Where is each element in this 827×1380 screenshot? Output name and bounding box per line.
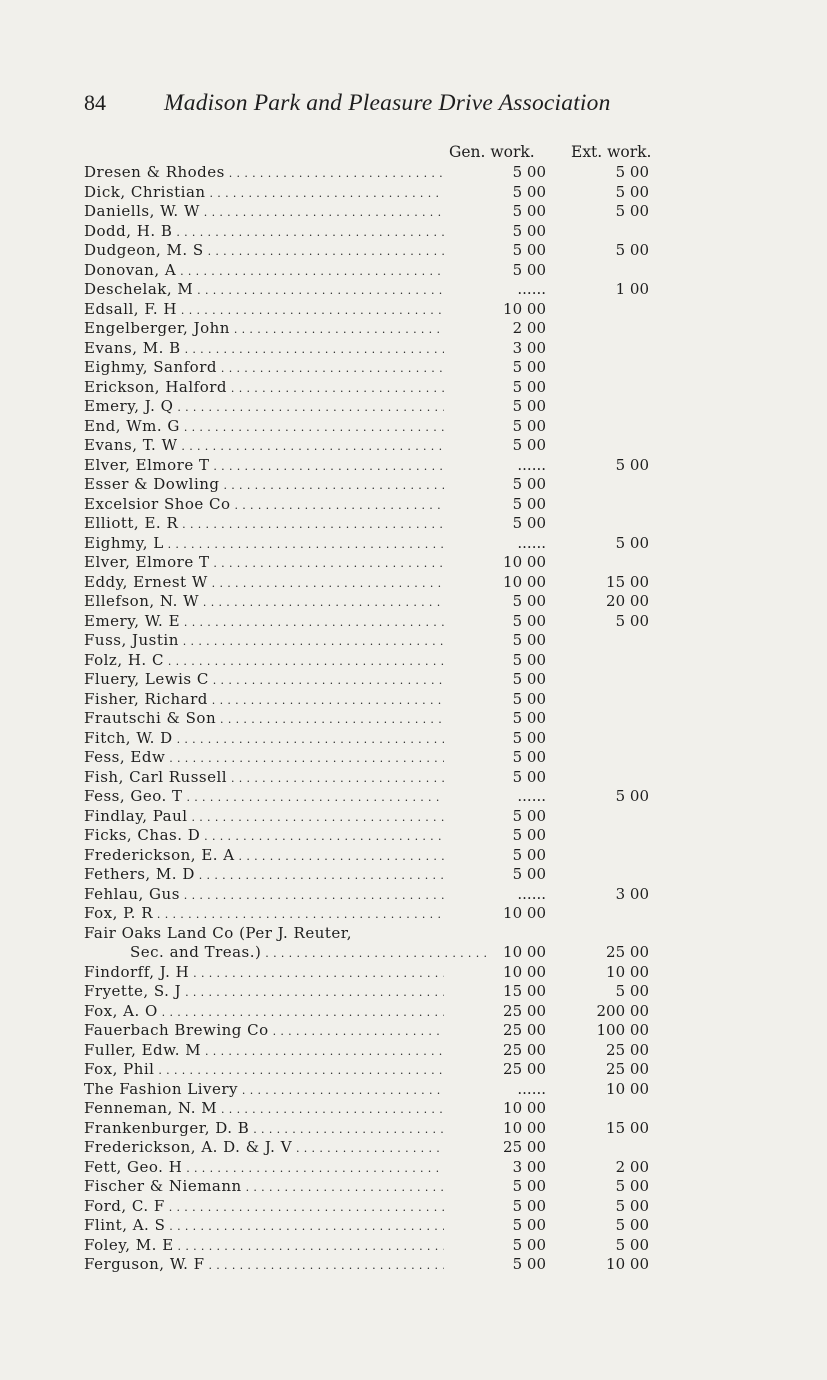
ext-work-amount: 5 00: [615, 982, 649, 1000]
gen-work-amount: 25 00: [503, 1021, 546, 1039]
gen-work-amount: 5 00: [512, 1235, 546, 1254]
subscriber-name: Elver, Elmore T . . .: [84, 456, 444, 477]
gen-work-amount: 5 00: [512, 709, 546, 727]
subscriber-name: Fess, Edw . . .: [84, 748, 444, 769]
table-row: [0, 690, 827, 710]
subscriber-name: Frautschi & Son . . .: [84, 709, 444, 730]
ext-work-amount: 25 00: [606, 1040, 649, 1059]
table-row: [0, 943, 827, 963]
table-row: [0, 748, 827, 768]
subscriber-name: Frederickson, E. A . . .: [84, 846, 444, 867]
column-header-ext-work: Ext. work.: [571, 143, 652, 161]
table-row: [0, 495, 827, 515]
table-row: [0, 222, 827, 242]
subscriber-name: Evans, M. B . . .: [84, 339, 444, 360]
subscriber-name: Fuller, Edw. M . . .: [84, 1041, 444, 1062]
subscriber-name: Fuss, Justin . . .: [84, 631, 444, 652]
subscriber-name: Ficks, Chas. D . . .: [84, 826, 444, 847]
gen-work-amount: 5 00: [512, 1196, 546, 1215]
subscriber-name: Elver, Elmore T . . .: [84, 553, 444, 574]
gen-work-amount: 10 00: [503, 299, 546, 318]
table-row: [0, 1197, 827, 1217]
table-row: [0, 787, 827, 807]
table-row: [0, 280, 827, 300]
subscriber-name: Fox, A. O . . .: [84, 1002, 444, 1023]
gen-work-amount: 10 00: [503, 962, 546, 981]
subscriber-name: Dresen & Rhodes . . .: [84, 163, 444, 184]
gen-work-amount: ......: [517, 787, 546, 805]
ext-work-amount: 15 00: [606, 1118, 649, 1137]
gen-work-amount: 5 00: [512, 182, 546, 201]
table-row: [0, 709, 827, 729]
subscriber-name: Erickson, Halford . . .: [84, 378, 444, 399]
subscriber-name: Eighmy, Sanford . . .: [84, 358, 444, 379]
page-number: 84: [84, 90, 106, 115]
table-row: [0, 846, 827, 866]
table-row: [0, 670, 827, 690]
ext-work-amount: 5 00: [615, 182, 649, 201]
table-row: [0, 1138, 827, 1158]
table-row: [0, 592, 827, 612]
subscriber-name: Emery, W. E . . .: [84, 612, 444, 633]
table-row: [0, 1158, 827, 1178]
table-row: [0, 436, 827, 456]
subscriber-name: End, Wm. G . . .: [84, 417, 444, 438]
gen-work-amount: 5 00: [512, 514, 546, 532]
ext-work-amount: 5 00: [615, 787, 649, 805]
subscriber-name: Deschelak, M . . .: [84, 280, 444, 301]
table-row: [0, 1080, 827, 1100]
table-row: [0, 865, 827, 885]
ext-work-amount: 25 00: [606, 943, 649, 961]
ext-work-amount: 5 00: [615, 455, 649, 474]
gen-work-amount: 10 00: [503, 1118, 546, 1137]
table-row: [0, 904, 827, 924]
subscriber-name: Foley, M. E . . .: [84, 1236, 444, 1257]
ext-work-amount: 5 00: [615, 533, 649, 552]
table-row: [0, 807, 827, 827]
table-row: [0, 378, 827, 398]
gen-work-amount: 5 00: [512, 865, 546, 883]
gen-work-amount: 5 00: [512, 592, 546, 610]
subscriber-name: Dick, Christian . . .: [84, 183, 444, 204]
gen-work-amount: 10 00: [503, 572, 546, 591]
gen-work-amount: ......: [517, 884, 546, 903]
table-row: [0, 982, 827, 1002]
table-row: [0, 1002, 827, 1022]
ext-work-amount: 5 00: [615, 611, 649, 630]
subscriber-name: Flint, A. S . . .: [84, 1216, 444, 1237]
table-row: [0, 1216, 827, 1236]
gen-work-amount: 5 00: [512, 728, 546, 747]
subscriber-name: Dodd, H. B . . .: [84, 222, 444, 243]
ext-work-amount: 5 00: [615, 1196, 649, 1215]
ext-work-amount: 10 00: [606, 962, 649, 981]
gen-work-amount: 5 00: [512, 670, 546, 688]
gen-work-amount: 5 00: [512, 1177, 546, 1195]
table-row: [0, 826, 827, 846]
table-row: [0, 163, 827, 183]
subscriber-name: Dudgeon, M. S . . .: [84, 241, 444, 262]
gen-work-amount: 25 00: [503, 1138, 546, 1156]
gen-work-amount: 5 00: [512, 689, 546, 708]
subscriber-name: Fauerbach Brewing Co . . .: [84, 1021, 444, 1042]
subscriber-name: Eighmy, L . . .: [84, 534, 444, 555]
table-row: [0, 1177, 827, 1197]
subscriber-name: Elliott, E. R . . .: [84, 514, 444, 535]
table-row: [0, 963, 827, 983]
gen-work-amount: 5 00: [512, 436, 546, 454]
subscriber-name: Daniells, W. W . . .: [84, 202, 444, 223]
gen-work-amount: 3 00: [512, 338, 546, 357]
gen-work-amount: 5 00: [512, 202, 546, 220]
table-row: [0, 417, 827, 437]
gen-work-amount: 5 00: [512, 767, 546, 786]
ext-work-amount: 5 00: [615, 1216, 649, 1234]
ext-work-amount: 10 00: [606, 1255, 649, 1273]
gen-work-amount: 15 00: [503, 982, 546, 1000]
table-row: [0, 202, 827, 222]
table-row: [0, 1041, 827, 1061]
gen-work-amount: 25 00: [503, 1060, 546, 1078]
table-row: [0, 1119, 827, 1139]
table-row: [0, 319, 827, 339]
subscriber-name: Fenneman, N. M . . .: [84, 1099, 444, 1120]
gen-work-amount: 5 00: [512, 260, 546, 279]
table-row: [0, 612, 827, 632]
subscriber-name: Ellefson, N. W . . .: [84, 592, 444, 613]
gen-work-amount: 5 00: [512, 826, 546, 844]
subscriber-name: Findorff, J. H . . .: [84, 963, 444, 984]
ext-work-amount: 1 00: [615, 280, 649, 298]
table-row: [0, 261, 827, 281]
subscriber-name: Ferguson, W. F . . .: [84, 1255, 444, 1276]
table-row: [0, 358, 827, 378]
ext-work-amount: 3 00: [615, 884, 649, 903]
gen-work-amount: 5 00: [512, 845, 546, 864]
subscriber-name: Donovan, A . . .: [84, 261, 444, 282]
subscriber-name: Fess, Geo. T . . .: [84, 787, 444, 808]
subscriber-name: Frankenburger, D. B . . .: [84, 1119, 444, 1140]
gen-work-amount: 10 00: [503, 1099, 546, 1117]
gen-work-amount: 25 00: [503, 1040, 546, 1059]
subscriber-name: Fitch, W. D . . .: [84, 729, 444, 750]
gen-work-amount: 5 00: [512, 163, 546, 181]
subscriber-name: Fluery, Lewis C . . .: [84, 670, 444, 691]
page-title: Madison Park and Pleasure Drive Association: [164, 90, 611, 116]
subscriber-name: Fischer & Niemann . . .: [84, 1177, 444, 1198]
subscriber-name: Fethers, M. D . . .: [84, 865, 444, 886]
gen-work-amount: ......: [517, 533, 546, 552]
ext-work-amount: 100 00: [596, 1021, 649, 1039]
page-header: [84, 90, 674, 120]
gen-work-amount: 5 00: [512, 416, 546, 435]
gen-work-amount: ......: [517, 1079, 546, 1098]
gen-work-amount: 5 00: [512, 631, 546, 649]
ext-work-amount: 25 00: [606, 1060, 649, 1078]
table-row: [0, 1236, 827, 1256]
subscriber-name: Edsall, F. H . . .: [84, 300, 444, 321]
gen-work-amount: 25 00: [503, 1001, 546, 1020]
table-row: [0, 573, 827, 593]
ext-work-amount: 5 00: [615, 163, 649, 181]
subscriber-name: Sec. and Treas.) . . .: [130, 943, 490, 964]
column-header-gen-work: Gen. work.: [449, 143, 535, 161]
subscriber-name: Eddy, Ernest W . . .: [84, 573, 444, 594]
subscriber-name: Fox, Phil . . .: [84, 1060, 444, 1081]
table-row: [0, 1255, 827, 1275]
table-row: [0, 534, 827, 554]
table-row: [0, 768, 827, 788]
ext-work-amount: 15 00: [606, 572, 649, 591]
subscriber-name: Excelsior Shoe Co . . .: [84, 495, 444, 516]
gen-work-amount: 5 00: [512, 358, 546, 376]
table-row: [0, 456, 827, 476]
ext-work-amount: 200 00: [596, 1001, 649, 1020]
subscriber-name: Emery, J. Q . . .: [84, 397, 444, 418]
subscriber-name: Fair Oaks Land Co (Per J. Reuter,: [84, 923, 353, 942]
ext-work-amount: 5 00: [615, 1235, 649, 1254]
table-row: [0, 300, 827, 320]
ext-work-amount: 2 00: [615, 1157, 649, 1176]
ext-work-amount: 20 00: [606, 592, 649, 610]
gen-work-amount: 5 00: [512, 241, 546, 259]
table-row: [0, 183, 827, 203]
table-row: [0, 651, 827, 671]
subscriber-name: Fehlau, Gus . . .: [84, 885, 444, 906]
gen-work-amount: 5 00: [512, 611, 546, 630]
gen-work-amount: 5 00: [512, 221, 546, 240]
gen-work-amount: 5 00: [512, 748, 546, 766]
subscriber-name: Ford, C. F . . .: [84, 1197, 444, 1218]
gen-work-amount: 5 00: [512, 377, 546, 396]
table-row: [0, 397, 827, 417]
table-row: [0, 631, 827, 651]
gen-work-amount: ......: [517, 280, 546, 298]
subscriber-name: Fox, P. R . . .: [84, 904, 444, 925]
subscriber-name: Evans, T. W . . .: [84, 436, 444, 457]
table-row: [0, 514, 827, 534]
subscriber-name: Fett, Geo. H . . .: [84, 1158, 444, 1179]
gen-work-amount: 5 00: [512, 1255, 546, 1273]
gen-work-amount: 5 00: [512, 1216, 546, 1234]
table-row: [0, 339, 827, 359]
subscriber-name: Esser & Dowling . . .: [84, 475, 444, 496]
gen-work-amount: 5 00: [512, 650, 546, 669]
table-row: [0, 241, 827, 261]
gen-work-amount: 10 00: [503, 904, 546, 922]
table-row: [0, 475, 827, 495]
subscriber-list: [0, 163, 827, 1275]
gen-work-amount: 5 00: [512, 494, 546, 513]
gen-work-amount: 3 00: [512, 1157, 546, 1176]
subscriber-name: Frederickson, A. D. & J. V . . .: [84, 1138, 444, 1159]
gen-work-amount: 5 00: [512, 475, 546, 493]
subscriber-name: Fryette, S. J . . .: [84, 982, 444, 1003]
subscriber-name: Fish, Carl Russell . . .: [84, 768, 444, 789]
subscriber-name: Folz, H. C . . .: [84, 651, 444, 672]
subscriber-name: Fisher, Richard . . .: [84, 690, 444, 711]
gen-work-amount: 2 00: [512, 319, 546, 337]
gen-work-amount: 5 00: [512, 397, 546, 415]
table-row: [0, 729, 827, 749]
table-row: [0, 553, 827, 573]
gen-work-amount: ......: [517, 455, 546, 474]
table-row: [0, 1099, 827, 1119]
subscriber-name: Findlay, Paul . . .: [84, 807, 444, 828]
table-row: [0, 1060, 827, 1080]
ext-work-amount: 5 00: [615, 202, 649, 220]
subscriber-name: Engelberger, John . . .: [84, 319, 444, 340]
gen-work-amount: 10 00: [503, 943, 546, 961]
ext-work-amount: 5 00: [615, 1177, 649, 1195]
ext-work-amount: 10 00: [606, 1079, 649, 1098]
ext-work-amount: 5 00: [615, 241, 649, 259]
gen-work-amount: 5 00: [512, 806, 546, 825]
subscriber-name: The Fashion Livery . . .: [84, 1080, 444, 1101]
table-row: [0, 924, 827, 944]
table-row: [0, 885, 827, 905]
table-row: [0, 1021, 827, 1041]
gen-work-amount: 10 00: [503, 553, 546, 571]
